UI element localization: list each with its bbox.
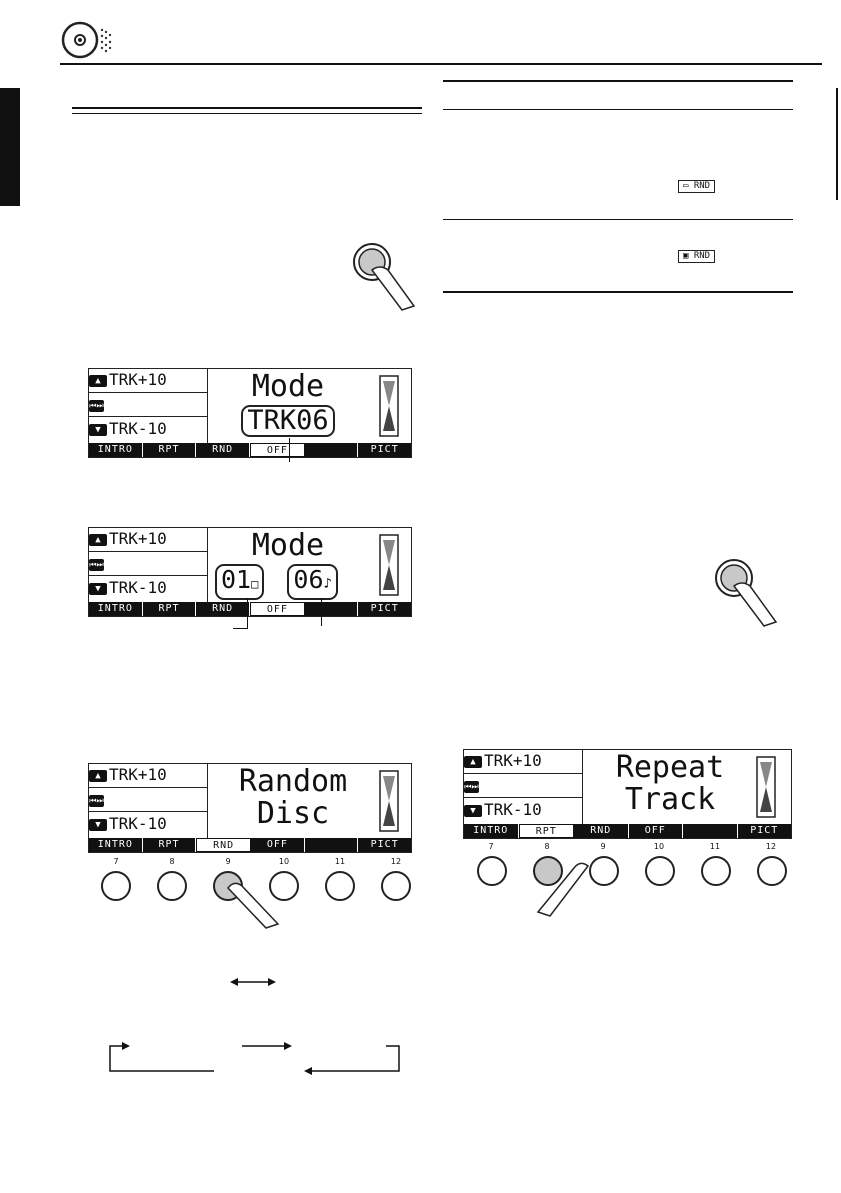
button-number: 10 (653, 842, 665, 851)
callout-line-track (321, 598, 322, 626)
fn-rpt: RPT (143, 838, 197, 852)
button-number: 10 (278, 857, 290, 866)
header-rule (60, 63, 822, 65)
button-number: 9 (600, 842, 606, 851)
press-button-illustration (712, 556, 792, 628)
fn-intro: INTRO (89, 443, 143, 457)
preset-button-10[interactable] (645, 856, 675, 886)
preset-button-11[interactable] (701, 856, 731, 886)
track-number: 06 (293, 565, 324, 594)
fn-blank (305, 602, 359, 616)
fn-intro: INTRO (89, 602, 143, 616)
trk-up-label: TRK+10 (109, 529, 167, 548)
fn-rpt: RPT (143, 443, 197, 457)
trk-down-row (89, 815, 207, 833)
preset-button-7[interactable] (101, 871, 131, 901)
preset-button-12[interactable] (381, 871, 411, 901)
table-rule (443, 109, 793, 110)
section-rule-bottom (72, 113, 422, 114)
disc-number-box (215, 564, 264, 600)
fn-intro: INTRO (464, 824, 519, 838)
display-line1: Repeat (615, 750, 725, 785)
up-arrow-icon: ▲ (89, 375, 107, 387)
display-line2-container (215, 564, 371, 600)
disc-small-icon: □ (251, 577, 259, 591)
skip-icon: ⏮⏭ (464, 781, 479, 791)
skip-row (464, 777, 582, 795)
fn-off: OFF (629, 824, 684, 838)
function-key-bar (89, 838, 411, 852)
skip-row (89, 555, 207, 573)
function-key-bar (464, 824, 791, 838)
skip-row (89, 396, 207, 414)
down-arrow-icon: ▼ (89, 583, 107, 595)
section-rule-top (72, 107, 422, 109)
table-rule (443, 80, 793, 82)
disc-random-indicator: ▭ RND (678, 180, 715, 193)
trk-down-label: TRK-10 (109, 814, 167, 833)
up-arrow-icon: ▲ (89, 770, 107, 782)
magazine-random-indicator: ▣ RND (678, 250, 715, 263)
preset-button-8[interactable] (157, 871, 187, 901)
trk-up-label: TRK+10 (109, 370, 167, 389)
fn-pict: PICT (750, 825, 779, 836)
fn-off: OFF (250, 443, 305, 457)
button-number: 9 (225, 857, 231, 866)
display-line2: Disc (256, 796, 330, 831)
function-key-bar (89, 602, 411, 616)
button-number: 8 (544, 842, 550, 851)
indicator-label: RND (693, 251, 711, 261)
press-button-illustration (350, 240, 430, 312)
page-edge-line (836, 88, 838, 200)
callout-line-disc-foot (233, 628, 248, 629)
button-number: 7 (113, 857, 119, 866)
skip-icon: ⏮⏭ (89, 795, 104, 805)
trk-up-label: TRK+10 (109, 765, 167, 784)
trk-down-row (89, 420, 207, 438)
fn-off: OFF (250, 602, 305, 616)
callout-line (289, 438, 290, 462)
fn-off: OFF (251, 838, 305, 852)
note-icon: ♪ (323, 576, 332, 592)
lcd-display-mode-track (88, 368, 412, 458)
trk-down-label: TRK-10 (109, 578, 167, 597)
fn-pict: PICT (370, 603, 399, 614)
trk-up-row (89, 766, 207, 784)
button-number: 12 (390, 857, 402, 866)
table-rule (443, 219, 793, 220)
preset-button-11[interactable] (325, 871, 355, 901)
double-arrow-icon (230, 976, 276, 988)
language-tab (0, 88, 20, 206)
fn-rpt: RPT (519, 824, 575, 838)
skip-icon: ⏮⏭ (89, 559, 104, 569)
indicator-label: RND (693, 181, 711, 191)
up-arrow-icon: ▲ (89, 534, 107, 546)
trk-down-label: TRK-10 (109, 419, 167, 438)
button-number: 8 (169, 857, 175, 866)
trk-down-row (89, 579, 207, 597)
fn-blank (305, 443, 359, 457)
trk-up-row (464, 752, 582, 770)
cycle-diagram (106, 1040, 406, 1076)
display-line1: Mode (251, 528, 325, 563)
hourglass-icon (379, 534, 399, 596)
trk-up-row (89, 371, 207, 389)
display-line1: Mode (251, 369, 325, 404)
trk-up-label: TRK+10 (484, 751, 542, 770)
fn-pict: PICT (370, 839, 399, 850)
button-number: 11 (709, 842, 721, 851)
fn-rnd: RND (574, 824, 629, 838)
lcd-display-mode-disc-track (88, 527, 412, 617)
fn-pict: PICT (370, 444, 399, 455)
track-number-box (287, 564, 338, 600)
trk-up-row (89, 530, 207, 548)
hourglass-icon (379, 375, 399, 437)
lcd-display-repeat-track (463, 749, 792, 839)
finger-press-icon (226, 880, 286, 930)
trk-down-label: TRK-10 (484, 800, 542, 819)
down-arrow-icon: ▼ (464, 805, 482, 817)
fn-rnd: RND (196, 443, 250, 457)
display-line2: Track (624, 782, 716, 817)
fn-blank (683, 824, 738, 838)
down-arrow-icon: ▼ (89, 424, 107, 436)
preset-button-12[interactable] (757, 856, 787, 886)
skip-icon: ⏮⏭ (89, 400, 104, 410)
function-key-bar (89, 443, 411, 457)
hourglass-icon (756, 756, 776, 818)
finger-press-icon (530, 862, 596, 920)
fn-rnd: RND (196, 838, 251, 852)
lcd-display-random-disc (88, 763, 412, 853)
trk-down-row (464, 801, 582, 819)
fn-blank (305, 838, 359, 852)
fn-intro: INTRO (89, 838, 143, 852)
hourglass-icon (379, 770, 399, 832)
skip-row (89, 791, 207, 809)
disc-number: 01 (221, 565, 252, 594)
fn-rnd: RND (196, 602, 250, 616)
display-line2-container (209, 405, 367, 437)
callout-line-disc (247, 598, 248, 628)
preset-button-7[interactable] (477, 856, 507, 886)
down-arrow-icon: ▼ (89, 819, 107, 831)
fn-rpt: RPT (143, 602, 197, 616)
up-arrow-icon: ▲ (464, 756, 482, 768)
track-number-box: TRK06 (241, 405, 334, 437)
table-rule (443, 291, 793, 293)
button-number: 12 (765, 842, 777, 851)
disc-icon (58, 18, 124, 60)
button-number: 11 (334, 857, 346, 866)
display-line1: Random (238, 764, 348, 799)
button-number: 7 (488, 842, 494, 851)
